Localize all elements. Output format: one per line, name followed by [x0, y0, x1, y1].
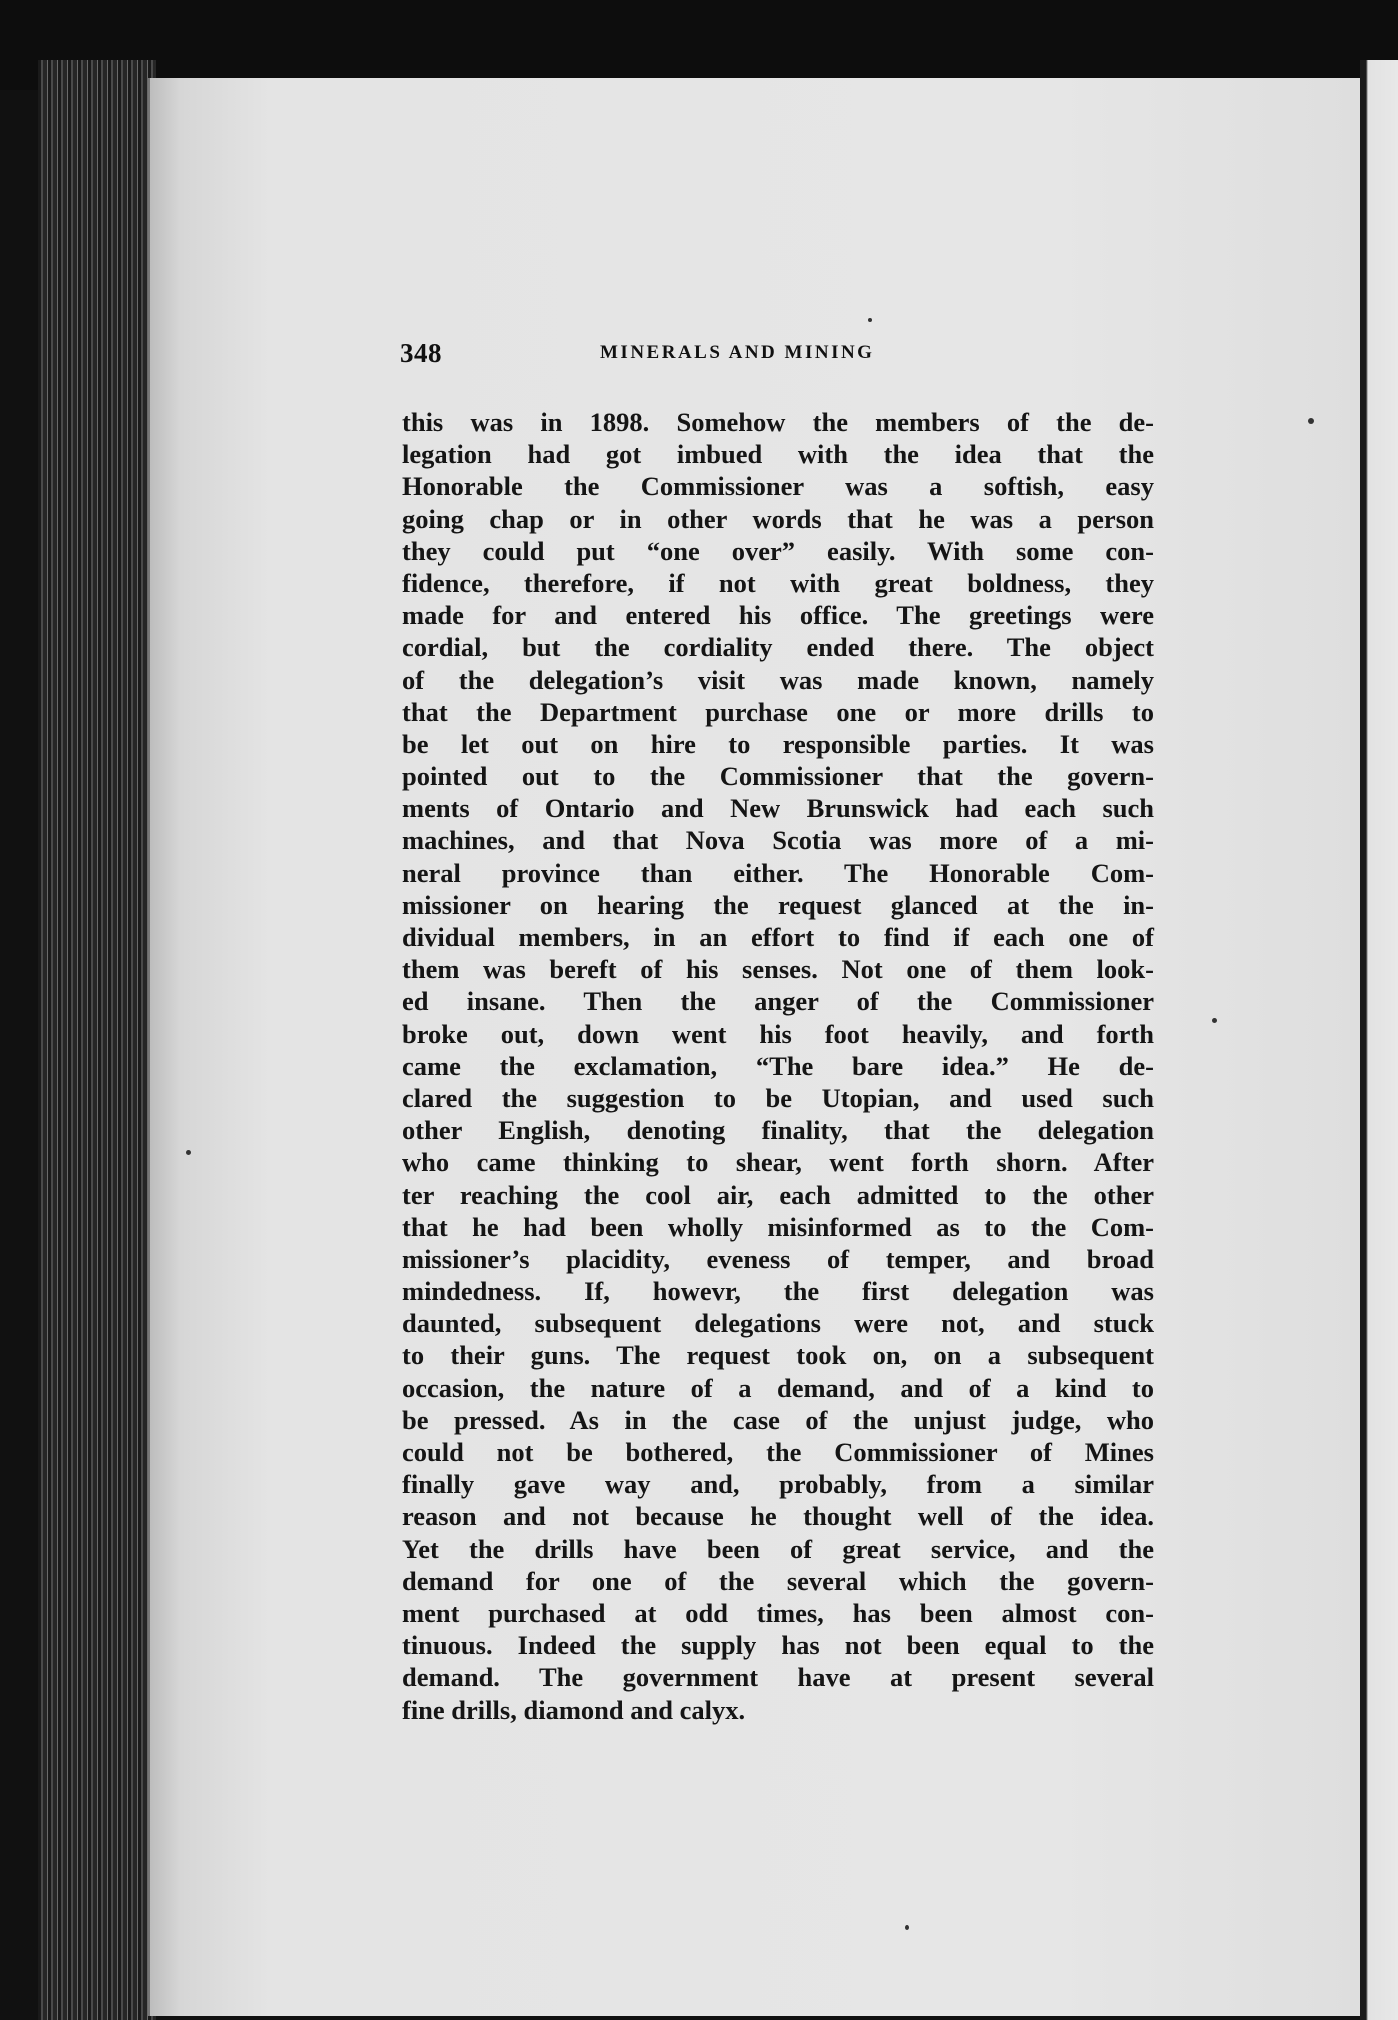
scan-top-border	[0, 0, 1398, 90]
text-line: other English, denoting finality, that the delegation	[402, 1115, 1154, 1146]
running-head	[400, 338, 1160, 378]
text-line: mindedness. If, howevr, the first delegation was	[402, 1276, 1154, 1307]
text-line: tinuous. Indeed the supply has not been equal to the	[402, 1630, 1154, 1661]
text-line: Yet the drills have been of great service, and the	[402, 1533, 1154, 1564]
text-line: made for and entered his office. The greetings were	[402, 600, 1154, 631]
text-line: Honorable the Commissioner was a softish, easy	[402, 471, 1154, 502]
text-line: ed insane. Then the anger of the Commissioner	[402, 986, 1154, 1017]
text-line: them was bereft of his senses. Not one of them look-	[402, 954, 1154, 985]
text-line: pointed out to the Commissioner that the govern-	[402, 761, 1154, 792]
text-line: missioner’s placidity, eveness of temper, and broad	[402, 1243, 1154, 1274]
text-line: this was in 1898. Somehow the members of the de-	[402, 407, 1154, 437]
text-line: ter reaching the cool air, each admitted to the other	[402, 1179, 1154, 1210]
text-line: reason and not because he thought well of the idea.	[402, 1501, 1154, 1532]
text-line: demand for one of the several which the govern-	[402, 1565, 1154, 1596]
text-line: that the Department purchase one or more drills to	[402, 696, 1154, 727]
text-line: could not be bothered, the Commissioner of Mines	[402, 1437, 1154, 1467]
running-title: MINERALS AND MINING	[600, 342, 875, 363]
text-line: be let out on hire to responsible parties. It was	[402, 728, 1154, 759]
scan-speck	[1308, 418, 1314, 424]
body-text	[402, 406, 1154, 1726]
text-line: be pressed. As in the case of the unjust judge, who	[402, 1404, 1154, 1435]
text-line: came the exclamation, “The bare idea.” He de-	[402, 1050, 1154, 1081]
text-line: missioner on hearing the request glanced at the in-	[402, 889, 1154, 920]
scan-speck	[1212, 1018, 1217, 1023]
text-line: fine drills, diamond and calyx.	[402, 1694, 746, 1725]
text-line: who came thinking to shear, went forth shorn. After	[402, 1147, 1154, 1178]
text-line: to their guns. The request took on, on a subsequent	[402, 1340, 1154, 1371]
text-line: legation had got imbued with the idea that the	[402, 439, 1154, 470]
text-line: machines, and that Nova Scotia was more of a mi-	[402, 825, 1154, 856]
text-line: ment purchased at odd times, has been almost con-	[402, 1597, 1154, 1628]
text-line: that he had been wholly misinformed as to the Com-	[402, 1211, 1154, 1242]
text-line: demand. The government have at present several	[402, 1662, 1154, 1693]
text-line: they could put “one over” easily. With some con-	[402, 535, 1154, 566]
scan-speck	[868, 318, 872, 322]
text-line: finally gave way and, probably, from a similar	[402, 1469, 1154, 1500]
text-line: ments of Ontario and New Brunswick had each such	[402, 793, 1154, 824]
text-line: clared the suggestion to be Utopian, and used such	[402, 1082, 1154, 1113]
page-number: 348	[400, 338, 442, 368]
scan-speck	[186, 1150, 191, 1155]
text-line: daunted, subsequent delegations were not, and stuck	[402, 1308, 1154, 1339]
book-spine-edge	[38, 60, 156, 2020]
text-line: dividual members, in an effort to find if each one of	[402, 922, 1154, 952]
text-line: broke out, down went his foot heavily, and forth	[402, 1018, 1154, 1049]
text-line: fidence, therefore, if not with great boldness, they	[402, 567, 1154, 598]
text-line: occasion, the nature of a demand, and of a kind to	[402, 1372, 1154, 1403]
text-line: cordial, but the cordiality ended there. The object	[402, 632, 1154, 663]
text-line: of the delegation’s visit was made known, namely	[402, 664, 1154, 695]
facing-page-edge	[1360, 60, 1398, 2020]
text-line: going chap or in other words that he was a person	[402, 503, 1154, 534]
text-line: neral province than either. The Honorable Com-	[402, 857, 1154, 888]
scan-speck	[905, 1925, 909, 1930]
